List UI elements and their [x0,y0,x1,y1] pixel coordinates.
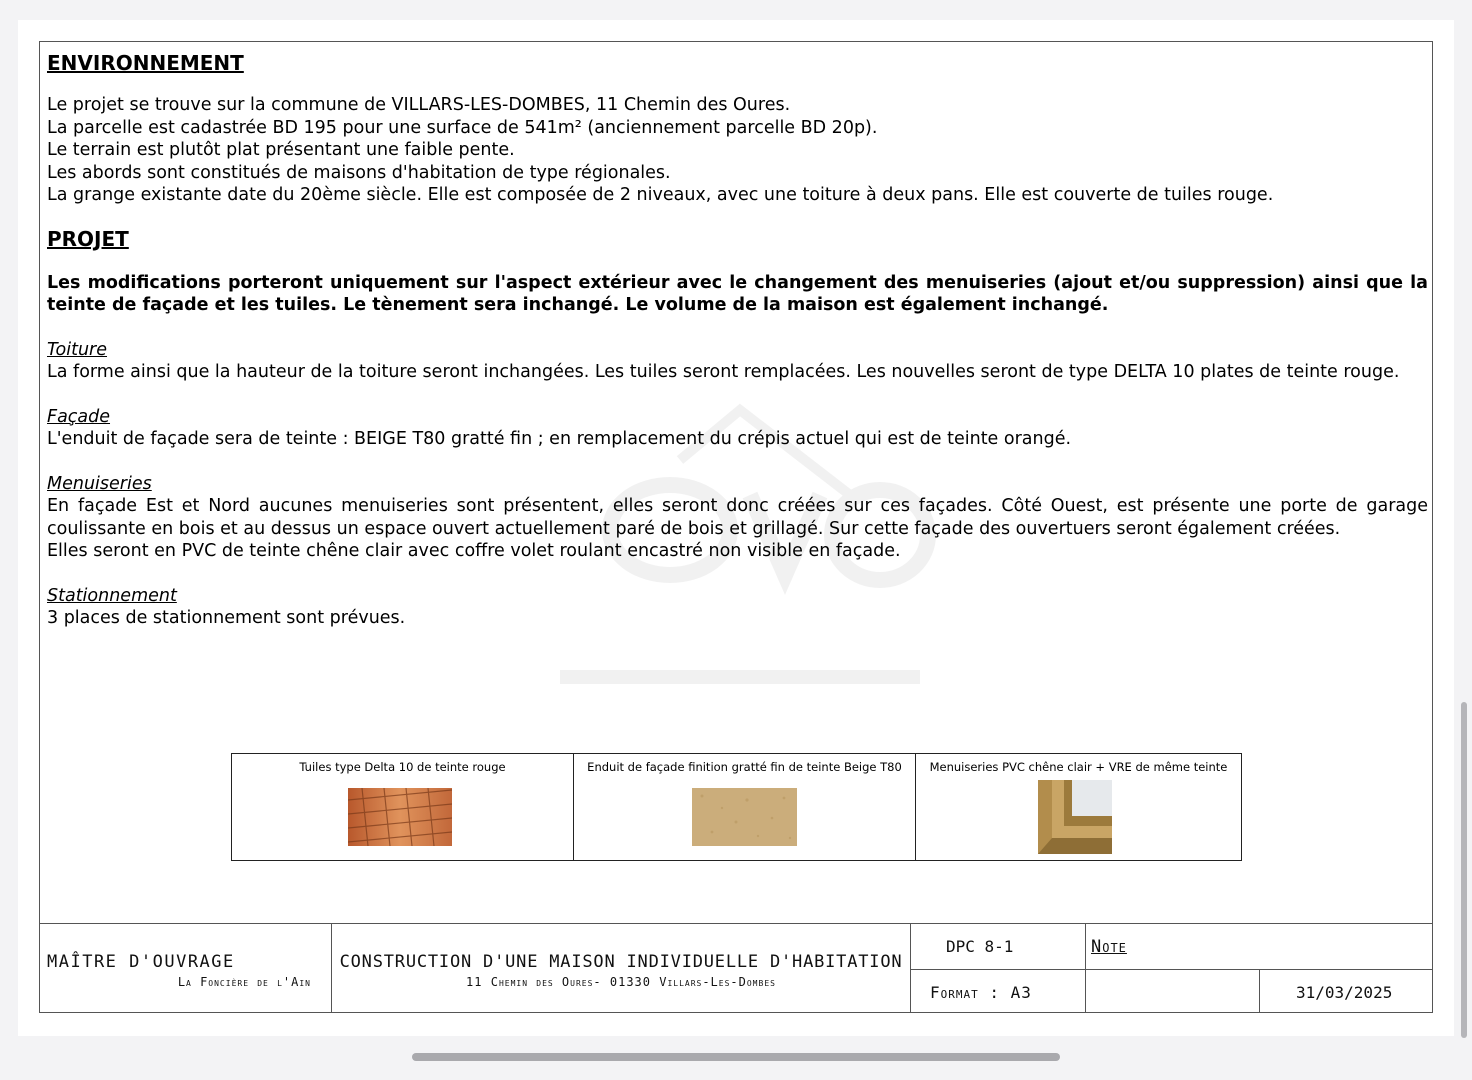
note-label: Note [1091,937,1127,957]
environnement-line: Le terrain est plutôt plat présentant une faible pente. [47,140,515,160]
document-reference: DPC 8-1 [946,937,1014,956]
environnement-lines [47,94,1428,207]
document-date: 31/03/2025 [1296,983,1393,1002]
environnement-line: La grange existante date du 20ème siècle. Elle est composée de 2 niveaux, avec une toiture à deux pans. Elle est couverte de tuiles rouge. [47,185,1274,205]
maitre-ouvrage-label: MAÎTRE D'OUVRAGE [47,952,235,972]
material-label: Tuiles type Delta 10 de teinte rouge [299,760,506,774]
environnement-line: La parcelle est cadastrée BD 195 pour une surface de 541m² (anciennement parcelle BD 20p). [47,117,878,138]
format-label: Format : A3 [930,983,1032,1002]
environnement-line: Le projet se trouve sur la commune de VILLARS-LES-DOMBES, 11 Chemin des Oures. [47,95,791,115]
cartouche-top-border [39,923,1433,924]
material-cell-enduit [574,754,916,860]
facade-render-swatch [692,788,797,846]
roof-tile-image [348,788,452,846]
vertical-scrollbar[interactable] [1461,702,1467,1038]
subtitle-facade: Façade [47,406,111,427]
cartouche-divider [910,923,911,1013]
environnement-line: Les abords sont constitués de maisons d'habitation de type régionales. [47,162,671,183]
toiture-text: La forme ainsi que la hauteur de la toiture seront inchangées. Les tuiles seront remplacées. Les nouvelles seront de type DELTA 10 plates de teinte rouge. [47,362,1400,382]
materials-table [231,753,1242,861]
project-address: 11 Chemin des Oures- 01330 Villars-Les-Dombes [466,975,776,989]
document-body [47,50,1428,630]
cartouche-divider [1085,923,1086,1013]
material-label: Menuiseries PVC chêne clair + VRE de même teinte [929,760,1228,774]
subtitle-stationnement: Stationnement [47,585,177,606]
horizontal-scrollbar[interactable] [412,1053,1060,1061]
material-cell-menuiseries [916,754,1241,860]
window-frame-image [1038,780,1112,854]
section-title-environnement: ENVIRONNEMENT [47,51,244,75]
facade-text: L'enduit de façade sera de teinte : BEIGE T80 gratté fin ; en remplacement du crépis actuel qui est de teinte orangé. [47,429,1072,449]
maitre-ouvrage-name: La Foncière de l'Ain [177,975,311,989]
section-title-projet: PROJET [47,226,129,251]
material-label: Enduit de façade finition gratté fin de teinte Beige T80 [587,760,902,774]
menuiseries-text: En façade Est et Nord aucunes menuiseries sont présentent, elles seront donc créées sur ces façades. Côté Ouest, est présente une porte de garage coulissante en bois et au dessus un espace ouvert actuellement paré de bois et grillagé. Sur cette façade des ouvertuers seront également créées. [47,496,1428,539]
subtitle-toiture: Toiture [47,339,108,360]
project-title: CONSTRUCTION D'UNE MAISON INDIVIDUELLE D'HABITATION [339,952,903,972]
menuiseries-text-2: Elles seront en PVC de teinte chêne clair avec coffre volet roulant encastré non visible en façade. [47,541,901,561]
projet-intro: Les modifications porteront uniquement sur l'aspect extérieur avec le changement des menuiseries (ajout et/ou suppression) ainsi que la teinte de façade et les tuiles. Le tènement sera inchangé. Le volume de la maison est également inchangé. [47,272,1428,315]
subtitle-menuiseries: Menuiseries [47,473,152,494]
cartouche-divider [331,923,332,1013]
stationnement-text: 3 places de stationnement sont prévues. [47,608,406,628]
material-cell-tuiles [232,754,574,860]
cartouche-divider [1259,969,1260,1013]
